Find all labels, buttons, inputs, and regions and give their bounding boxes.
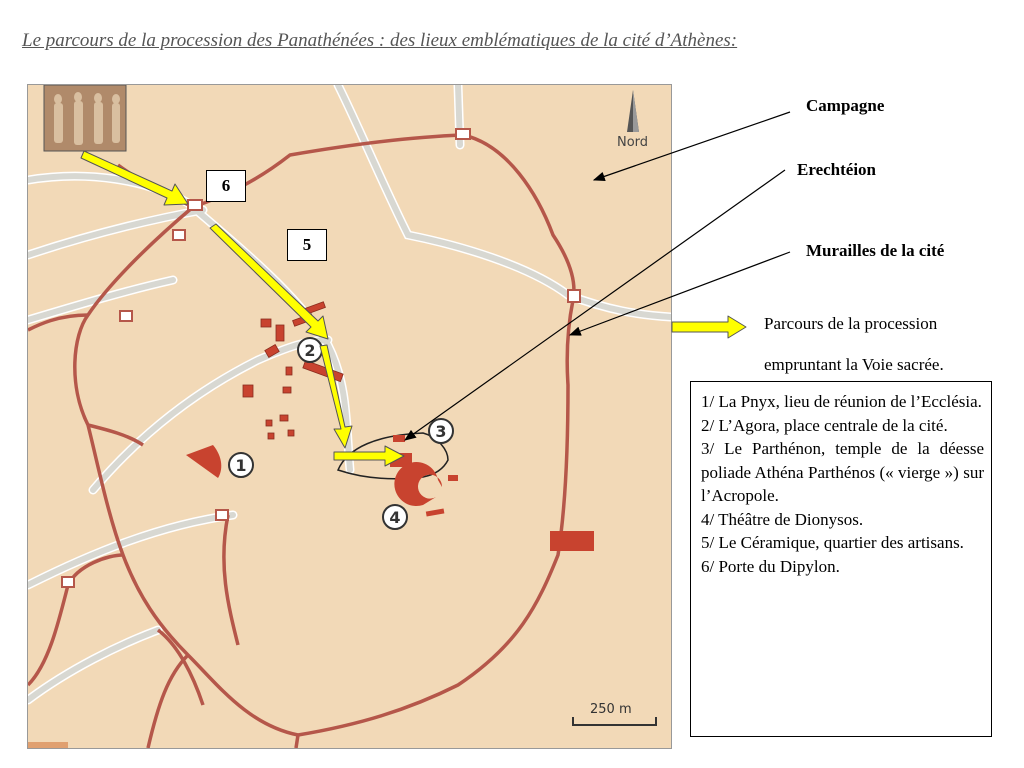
page-title: Le parcours de la procession des Panathénées : des lieux emblématiques de la cité d’Athènes: xyxy=(22,30,738,51)
procession-arrow-1 xyxy=(81,151,188,205)
legend-item-1: 1/ La Pnyx, lieu de réunion de l’Ecclésia. xyxy=(701,392,982,411)
legend-item-3: 3/ Le Parthénon, temple de la déesse poliade Athéna Parthénos (« vierge ») sur l’Acropole. xyxy=(701,439,984,505)
site-marker-3: 3 xyxy=(435,422,447,441)
label-murailles: Murailles de la cité xyxy=(806,241,945,260)
pointer-erechteion xyxy=(405,170,785,440)
procession-arrow-2 xyxy=(210,224,328,339)
label-parcours-line2: empruntant la Voie sacrée. xyxy=(764,355,944,374)
site-marker-2: 2 xyxy=(304,341,316,360)
map-box-5: 5 xyxy=(287,229,327,261)
legend-item-4: 4/ Théâtre de Dionysos. xyxy=(701,509,864,529)
legend-item-6: 6/ Porte du Dipylon. xyxy=(701,556,840,576)
legend-item-5: 5/ Le Céramique, quartier des artisans. xyxy=(701,533,964,552)
scale-label: 250 m xyxy=(590,702,632,717)
legend-yellow-arrow xyxy=(672,316,746,338)
pointer-campagne xyxy=(594,112,790,180)
procession-arrow-4 xyxy=(334,446,404,466)
north-label: Nord xyxy=(617,135,649,150)
label-campagne: Campagne xyxy=(806,96,885,115)
site-marker-4: 4 xyxy=(389,508,401,527)
label-parcours-line1: Parcours de la procession xyxy=(764,314,938,333)
legend-item-2: 2/ L’Agora, place centrale de la cité. xyxy=(701,415,948,435)
map-box-6: 6 xyxy=(206,170,246,202)
procession-arrow-3 xyxy=(320,345,352,448)
label-erechteion: Erechtéion xyxy=(797,160,877,179)
site-marker-1: 1 xyxy=(235,456,247,475)
